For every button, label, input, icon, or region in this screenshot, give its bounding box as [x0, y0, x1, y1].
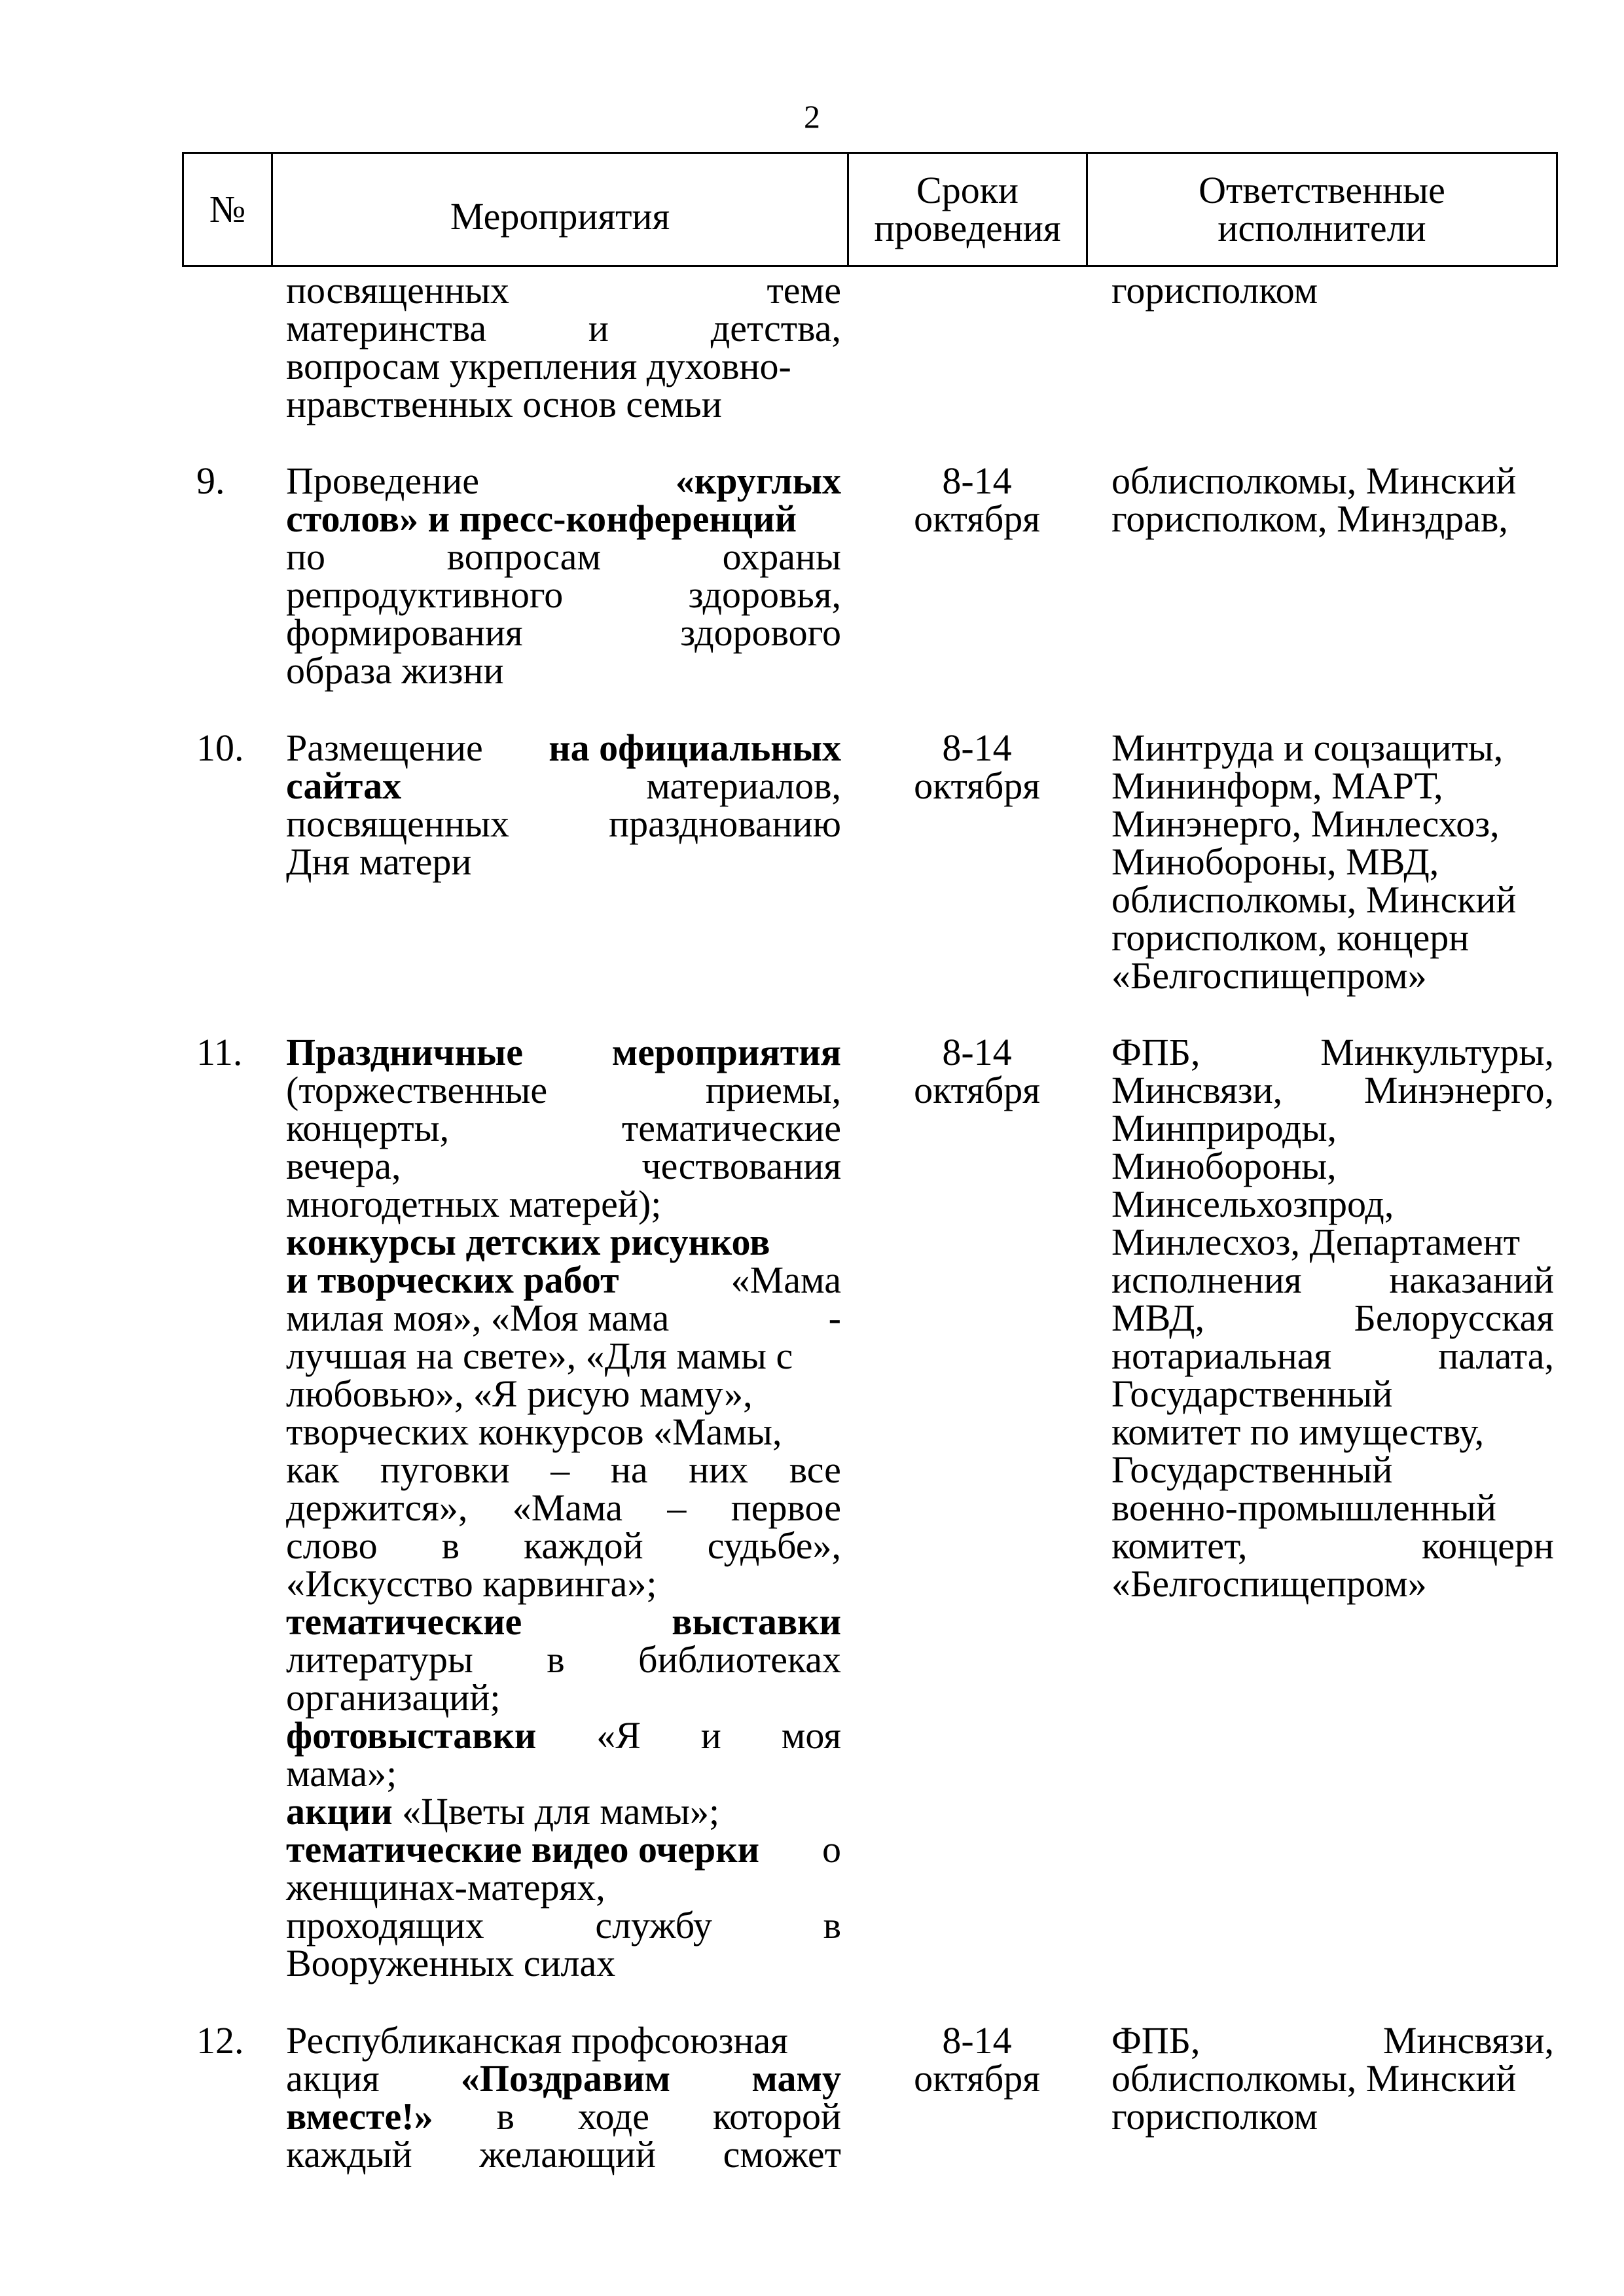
date-range: 8-14: [942, 2019, 1012, 2062]
row-11-dates: [851, 1033, 1103, 1109]
text-line: Минлесхоз, Департамент: [1111, 1221, 1521, 1263]
text-line: Минсельхозпрод,: [1111, 1183, 1394, 1225]
text-line: мама»;: [286, 1752, 397, 1795]
date-range: 8-14: [942, 1031, 1012, 1073]
text-line: вопросам укрепления духовно-: [286, 345, 791, 387]
row-continued-responsible: [1111, 269, 1554, 312]
text-line: конкурсы детских рисунков: [286, 1221, 770, 1263]
row-12-responsible: [1111, 2019, 1554, 2138]
text-line: «Искусство карвинга»;: [286, 1562, 657, 1605]
text-line: тематические видео очерки о: [286, 1828, 841, 1871]
text-line: слово в каждой судьбе»,: [286, 1524, 841, 1567]
text-line: «Белгоспищепром»: [1111, 954, 1427, 997]
header-number: [184, 154, 271, 265]
row-12-event: [286, 2019, 841, 2176]
header-resp-line2: исполнители: [1218, 207, 1426, 249]
text-line: Вооруженных силах: [286, 1942, 616, 1984]
text-line: Минприроды,: [1111, 1107, 1337, 1149]
row-9-event: [286, 459, 841, 692]
text-line: Минобороны,: [1111, 1145, 1337, 1187]
text-line: концерты, тематические: [286, 1107, 841, 1149]
row-9-responsible: [1111, 459, 1554, 540]
text-line: ФПБ, Минсвязи,: [1111, 2019, 1554, 2062]
text-line: Республиканская профсоюзная: [286, 2019, 788, 2062]
text-line: вечера, чествования: [286, 1145, 841, 1187]
text-line: каждый желающий сможет: [286, 2133, 841, 2176]
text-line: лучшая на свете», «Для мамы с: [286, 1335, 793, 1377]
text-line: сайтах материалов,: [286, 764, 841, 807]
page-number: 2: [804, 98, 820, 135]
text-line: исполнения наказаний: [1111, 1259, 1554, 1301]
text-line: горисполком: [1111, 269, 1318, 312]
row-11-event: [286, 1033, 841, 1982]
row-10-dates: [851, 726, 1103, 807]
text-line: горисполком, концерн: [1111, 916, 1470, 959]
text-line: Размещение на официальных: [286, 726, 841, 769]
text-line: многодетных матерей);: [286, 1183, 662, 1225]
row-10-responsible: [1111, 726, 1554, 997]
header-responsible: [1086, 154, 1556, 265]
date-month: октября: [914, 497, 1040, 540]
text-line: акция «Поздравим маму: [286, 2057, 841, 2100]
text-line: посвященных теме: [286, 269, 841, 312]
date-range: 8-14: [942, 726, 1012, 769]
row-10-event: [286, 726, 841, 883]
text-line: горисполком, Минздрав,: [1111, 497, 1508, 540]
text-line: комитет, концерн: [1111, 1524, 1554, 1567]
text-line: литературы в библиотеках: [286, 1638, 841, 1681]
text-line: любовью», «Я рисую маму»,: [286, 1372, 753, 1415]
text-line: вместе!» в ходе которой: [286, 2095, 841, 2138]
text-line: столов» и пресс-конференций: [286, 497, 797, 540]
text-line: Минэнерго, Минлесхоз,: [1111, 802, 1500, 845]
row-11-number: 11.: [196, 1031, 243, 1073]
row-11-responsible: [1111, 1033, 1554, 1603]
text-line: Минсвязи, Минэнерго,: [1111, 1069, 1554, 1111]
text-line: Минтруда и соцзащиты,: [1111, 726, 1504, 769]
text-line: комитет по имуществу,: [1111, 1410, 1485, 1453]
text-line: горисполком: [1111, 2095, 1318, 2138]
text-line: посвященных празднованию: [286, 802, 841, 845]
text-line: тематические выставки: [286, 1600, 841, 1643]
row-10-number: 10.: [196, 726, 244, 769]
header-dates-line1: Сроки: [916, 169, 1019, 211]
text-line: «Белгоспищепром»: [1111, 1562, 1427, 1605]
header-events-label: Мероприятия: [450, 195, 670, 238]
row-9-number: 9.: [196, 459, 225, 502]
header-resp-line1: Ответственные: [1199, 169, 1445, 211]
row-12-number: 12.: [196, 2019, 244, 2062]
row-12-dates: [851, 2019, 1103, 2100]
header-dates-line2: проведения: [874, 207, 1061, 249]
text-line: Государственный: [1111, 1448, 1393, 1491]
text-line: фотовыставки «Я и моя: [286, 1714, 841, 1757]
text-line: организаций;: [286, 1676, 501, 1719]
text-line: проходящих службу в: [286, 1904, 841, 1946]
date-month: октября: [914, 1069, 1040, 1111]
text-line: формирования здорового: [286, 611, 841, 654]
date-month: октября: [914, 764, 1040, 807]
text-line: женщинах-матерях,: [286, 1866, 605, 1909]
text-line: облисполкомы, Минский: [1111, 878, 1517, 921]
date-range: 8-14: [942, 459, 1012, 502]
text-line: акции «Цветы для мамы»;: [286, 1790, 720, 1833]
text-line: Минобороны, МВД,: [1111, 840, 1439, 883]
header-number-label: №: [209, 188, 246, 230]
text-line: МВД, Белорусская: [1111, 1297, 1554, 1339]
text-line: облисполкомы, Минский: [1111, 459, 1517, 502]
header-events: [271, 154, 847, 265]
text-line: по вопросам охраны: [286, 535, 841, 578]
text-line: Мининформ, МАРТ,: [1111, 764, 1443, 807]
text-line: нравственных основ семьи: [286, 383, 722, 425]
text-line: (торжественные приемы,: [286, 1069, 841, 1111]
text-line: образа жизни: [286, 649, 504, 692]
row-9-dates: [851, 459, 1103, 540]
text-line: материнства и детства,: [286, 307, 841, 350]
text-line: ФПБ, Минкультуры,: [1111, 1031, 1554, 1073]
table-header: [182, 152, 1558, 267]
text-line: Проведение «круглых: [286, 459, 841, 502]
text-line: Праздничные мероприятия: [286, 1031, 841, 1073]
text-line: военно-промышленный: [1111, 1486, 1496, 1529]
text-line: милая моя», «Моя мама -: [286, 1297, 841, 1339]
text-line: держится», «Мама – первое: [286, 1486, 841, 1529]
text-line: как пуговки – на них все: [286, 1448, 841, 1491]
text-line: Государственный: [1111, 1372, 1393, 1415]
header-dates: [847, 154, 1086, 265]
text-line: Дня матери: [286, 840, 472, 883]
date-month: октября: [914, 2057, 1040, 2100]
row-continued-events: [286, 269, 841, 425]
text-line: нотариальная палата,: [1111, 1335, 1554, 1377]
text-line: творческих конкурсов «Мамы,: [286, 1410, 782, 1453]
text-line: облисполкомы, Минский: [1111, 2057, 1517, 2100]
text-line: и творческих работ «Мама: [286, 1259, 841, 1301]
text-line: репродуктивного здоровья,: [286, 573, 841, 616]
